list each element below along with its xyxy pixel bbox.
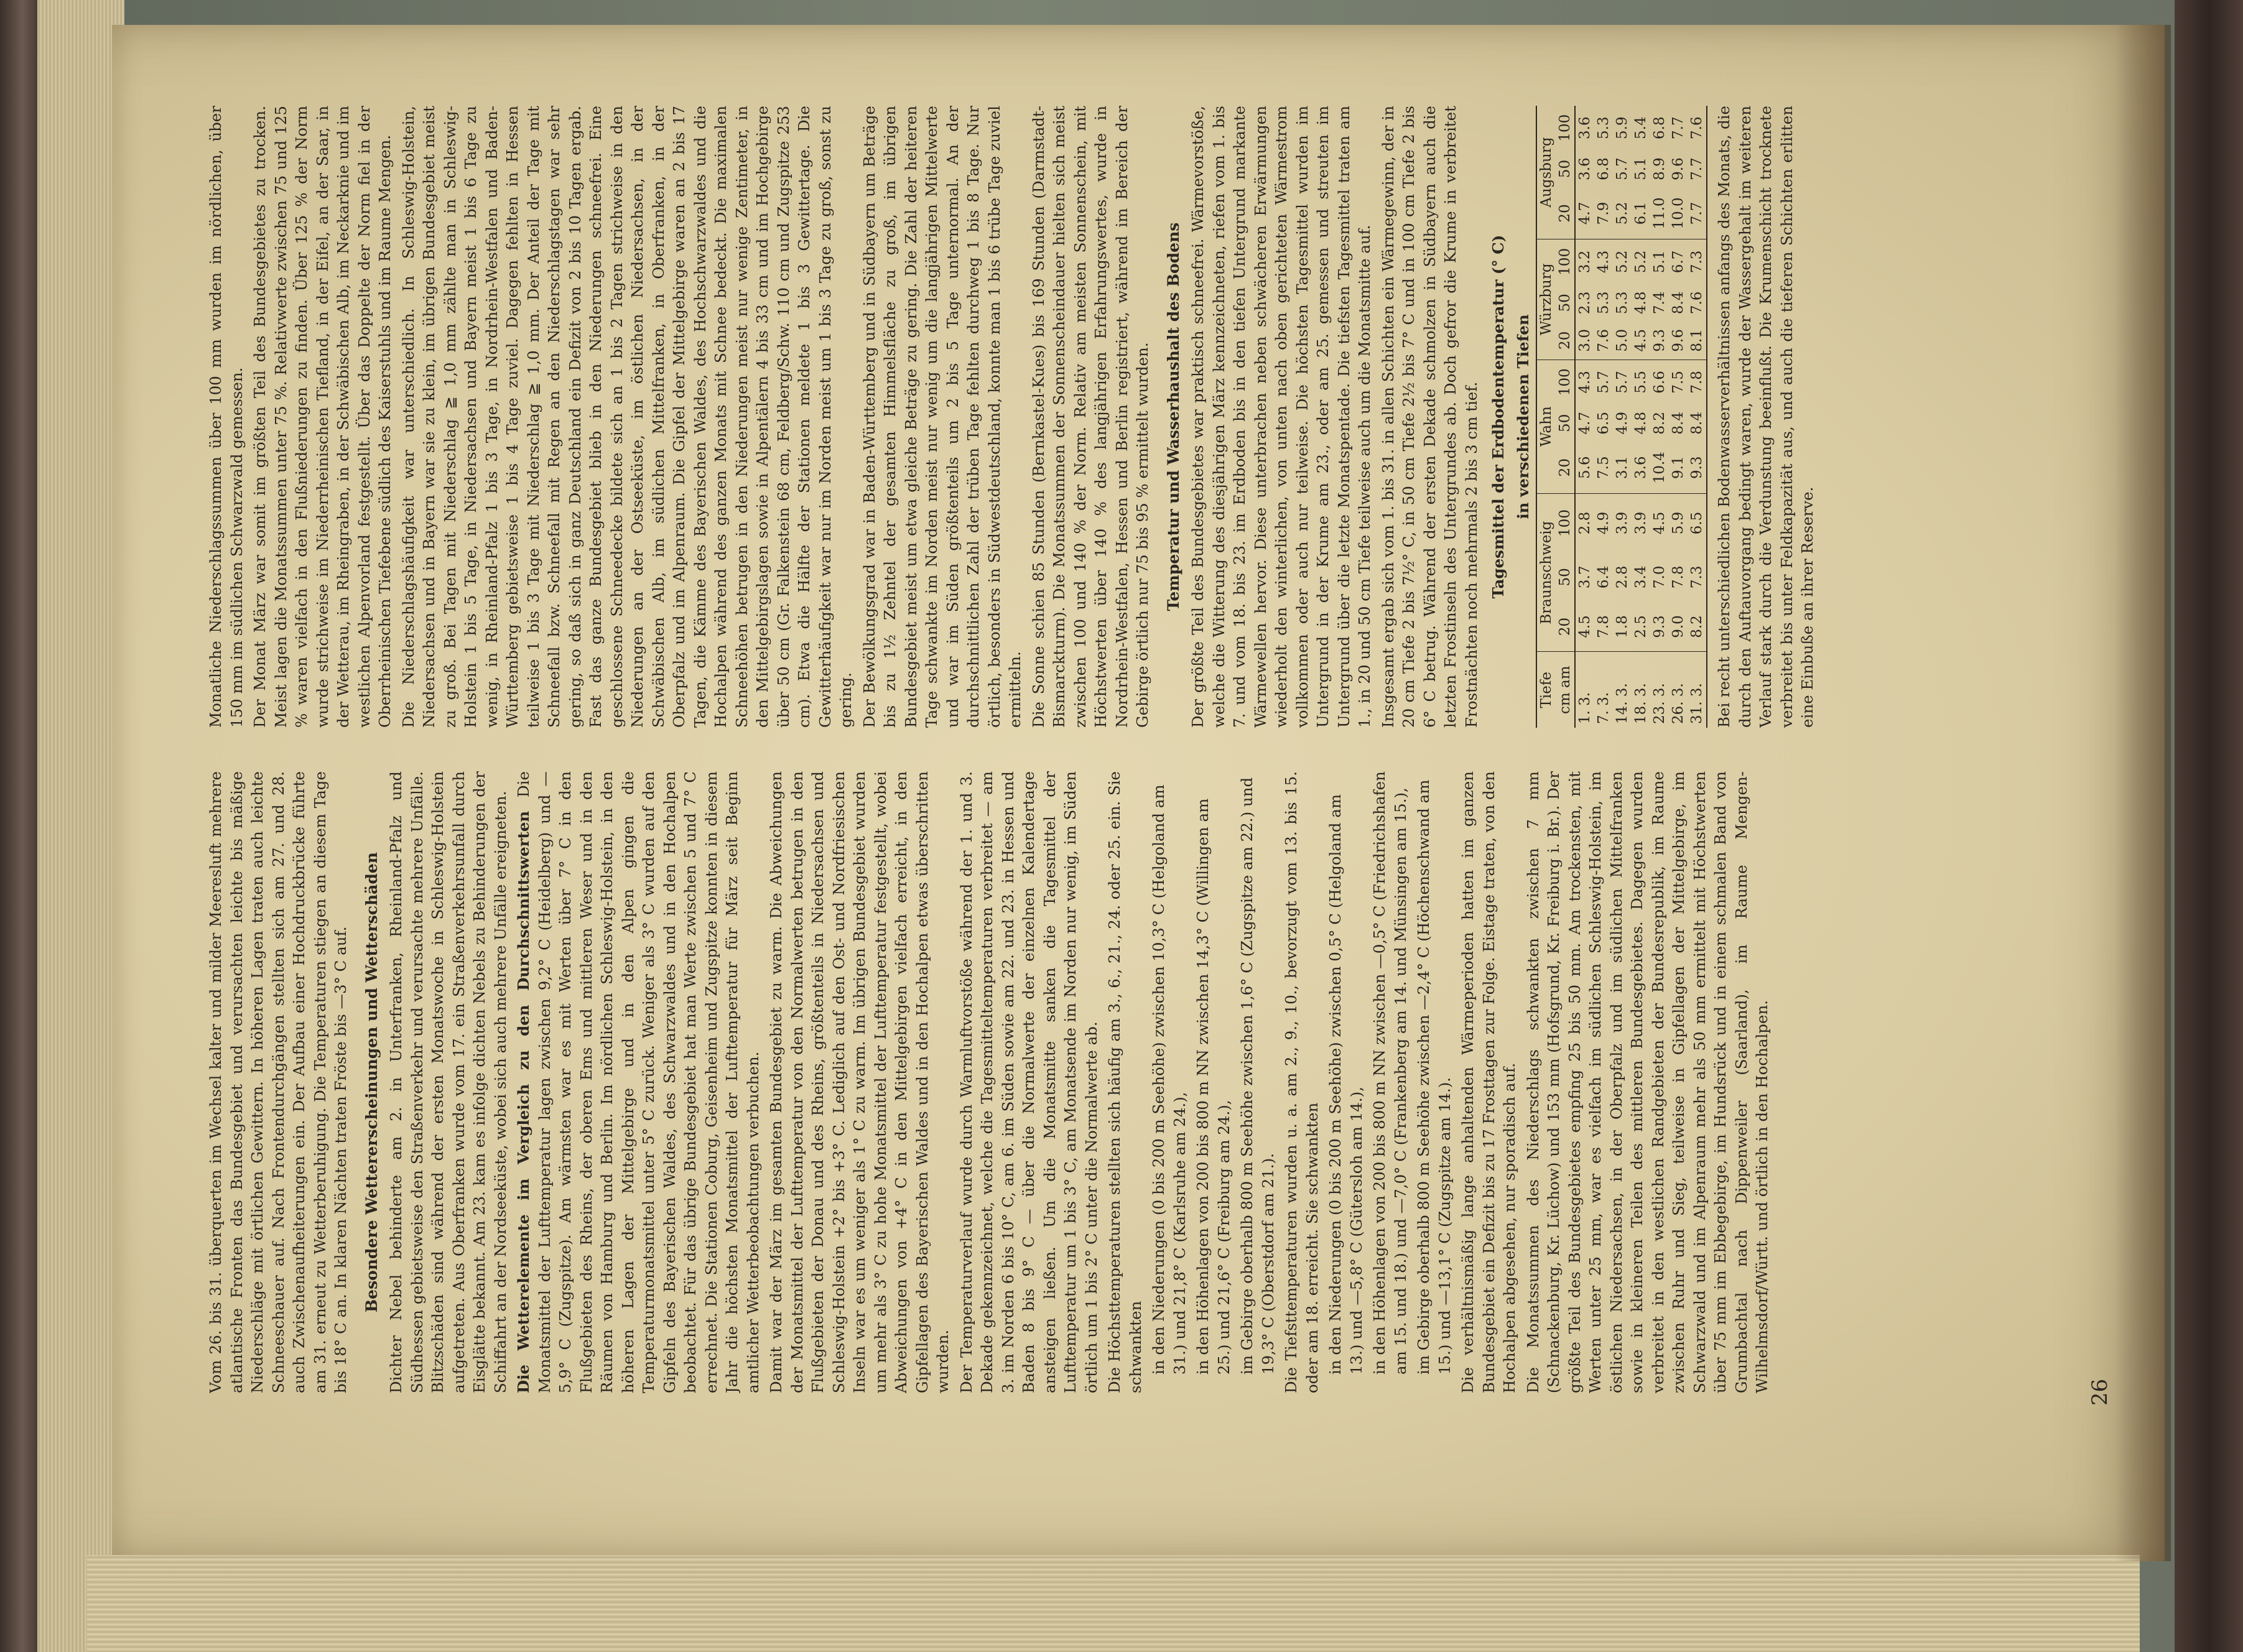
paragraph: Die Niederschlagshäufigkeit war unterschiedlich. In Schleswig-Holstein, Niedersachsen und in Bayern war sie zu klein, im übrigen Bundesgebiet meist zu groß. Bei Tagen mit Niederschlag ≧ 1,0 mm zählte man in Schleswig-Holstein 1 bis 5 Tage, in Niedersachsen und Bayern meist 1 bis 6 Tage zu wenig, in Rheinland-Pfalz 1 bis 3 Tage, in Nordrhein-Westfalen und Baden-Württemberg gebietsweise 1 bis 4 Tage zuviel. Dagegen fehlten in Hessen teilweise 1 bis 3 Tage mit Niederschlag ≧ 1,0 mm. Der Anteil der Tage mit Schneefall bzw. Schneefall mit Regen an den Niederschlagstagen war sehr gering, so daß sich in ganz Deutschland ein Defizit von 2 bis 10 Tagen ergab. Fast das ganze Bundesgebiet blieb in den Niederungen schneefrei. Eine geschlossene Schneedecke bildete sich an 1 bis 2 Tagen strichweise in den Niederungen an der Ostseeküste, im östlichen Niedersachsen, in der Schwäbischen Alb, im südlichen Mittelfranken, in Oberfranken, in der Oberpfalz und im Alpenraum. Die Gipfel der Mittelgebirge waren an 2 bis 17 Tagen, die Kämme des Bayerischen Waldes, des Hochschwarzwaldes und die Hochalpen während des ganzen Monats mit Schnee bedeckt. Die maximalen Schneehöhen betrugen in den Niederungen meist nur wenige Zentimeter, in den Mittelgebirgslagen sowie in Alpentälern 4 bis 33 cm und im Hochgebirge über 50 cm (Gr. Falkenstein 68 cm, Feldberg/Schw. 110 cm und Zugspitze 253 cm). Etwa die Hälfte der Stationen meldete 1 bis 3 Gewittertage. Die Gewitterhäufigkeit war nur im Norden meist um 1 bis 3 Tage zu groß, sonst zu gering.: [399, 106, 855, 728]
temperature-cell: 6.6: [1651, 371, 1668, 394]
paragraph: Die Höchsttemperaturen stellten sich häufig am 3., 6., 21., 24. oder 25. ein. Sie schwankten: [1105, 771, 1145, 1393]
temperature-cell: 4.7: [1577, 412, 1593, 435]
depth-header: 20: [1556, 188, 1575, 239]
temperature-cell: 7.6: [1594, 322, 1613, 360]
temperature-cell: 8.2: [1688, 602, 1707, 652]
depth-header: 50: [1556, 284, 1575, 322]
paragraph: Die Sonne schien 85 Stunden (Bernkastel-Kues) bis 169 Stunden (Darmstadt-Bismarckturm). Die Monatssummen der Sonnenscheindauer hielten sich meist zwischen 100 und 140 % der Norm. Relativ am meisten Sonnenschein, mit Höchstwerten über 140 % des langjährigen Erfahrungswertes, wurde in Nordrhein-Westfalen, Hessen und Berlin registriert, während im Bereich der Gebirge örtlich nur 75 bis 95 % ermittelt wurden.: [1029, 106, 1151, 728]
page-stack-bottom: [87, 1555, 2140, 1652]
temperature-cell: 7.4: [1651, 291, 1668, 315]
depth-header: 100: [1556, 239, 1575, 284]
table-corner-unit: cm: [1557, 692, 1573, 714]
temperature-cell: 9.1: [1669, 442, 1688, 493]
temperature-cell: 9.3: [1650, 322, 1669, 360]
paragraph: Monatliche Niederschlagssummen über 100 mm wurden im nördlichen, über 150 mm im südlichen Schwarzwald gemessen.: [207, 106, 246, 728]
temperature-cell: 5.7: [1614, 157, 1630, 180]
temperature-cell: 5.4: [1633, 116, 1649, 139]
temperature-cell: 4.3: [1577, 371, 1593, 394]
paragraph: Die verhältnismäßig lange anhaltenden Wärmeperioden hatten im ganzen Bundesgebiet ein Defizit bis zu 17 Frosttagen zur Folge. Eistage traten, von den Hochalpen abgesehen, nur sporadisch auf.: [1459, 771, 1518, 1393]
row-date: 14. 3.: [1614, 683, 1630, 724]
temperature-cell: 5.2: [1633, 250, 1649, 274]
temperature-cell: 5.2: [1614, 250, 1630, 274]
row-date: 31. 3.: [1688, 652, 1707, 728]
temperature-cell: 3.9: [1614, 511, 1630, 535]
temperature-cell: 2.8: [1577, 511, 1593, 535]
depth-header: 50: [1556, 552, 1575, 601]
row-date: 26. 3.: [1670, 683, 1686, 724]
temperature-cell: 7.3: [1688, 552, 1707, 601]
table-corner-depth: Tiefe: [1536, 652, 1556, 728]
soil-temperature-table: [1536, 106, 1707, 728]
temperature-cell: 4.8: [1633, 291, 1649, 315]
temperature-cell: 5.7: [1595, 371, 1612, 394]
paragraph-text: Die Monatsmittel der Lufttemperatur lagen zwischen 9,2° C (Heidelberg) und —5,9° C (Zugspitze). Am wärmsten war es mit Werten über 7° C in den Flußgebieten des Rheins, der oberen Ems und mittleren Weser und in den Räumen von Hamburg und Berlin. Im nördlichen Schleswig-Holstein, in den höheren Lagen der Mittelgebirge und in den Alpen gingen die Temperaturmonatsmittel unter 5° C zurück. Weniger als 3° C wurden auf den Gipfeln des Bayerischen Waldes, des Schwarzwaldes und in den Hochalpen beobachtet. Für das übrige Bundesgebiet hat man Werte zwischen 5 und 7° C errechnet. Die Stationen Coburg, Geisenheim und Zugspitze konnten in diesem Jahr die höchsten Monatsmittel der Lufttemperatur für März seit Beginn amtlicher Wetterbeobachtungen verbuchen.: [514, 771, 762, 1393]
temperature-cell: 9.0: [1669, 602, 1688, 652]
temperature-cell: 3.7: [1577, 565, 1593, 589]
temperature-cell: 8.4: [1688, 404, 1707, 442]
temperature-cell: 11.0: [1650, 188, 1669, 239]
temperature-cell: 3.9: [1633, 511, 1649, 535]
text-column-right: [205, 106, 2046, 728]
temperature-cell: 7.8: [1688, 360, 1707, 404]
temperature-cell: 2.5: [1632, 602, 1650, 652]
temperature-cell: 2.8: [1614, 565, 1630, 589]
temperature-cell: 3.6: [1577, 157, 1593, 180]
station-header: Braunschweig: [1536, 493, 1556, 652]
temperature-cell: 7.9: [1594, 188, 1613, 239]
section-heading: Temperatur und Wasserhaushalt des Bodens: [1164, 222, 1182, 611]
temperature-cell: 1.8: [1613, 602, 1632, 652]
temperature-cell: 4.5: [1575, 602, 1594, 652]
temperature-cell: 10.0: [1669, 188, 1688, 239]
temperature-cell: 3.0: [1575, 322, 1594, 360]
temperature-cell: 4.8: [1633, 412, 1649, 435]
temperature-cell: 8.4: [1670, 412, 1686, 435]
text-column-left: [205, 771, 2046, 1393]
paragraph-with-lead: [513, 771, 763, 1393]
temperature-cell: 8.9: [1651, 157, 1668, 180]
temperature-cell: 6.8: [1595, 157, 1612, 180]
page-number: 26: [2087, 1378, 2112, 1406]
temperature-cell: 7.0: [1651, 565, 1668, 589]
temperature-cell: 5.3: [1614, 291, 1630, 315]
indented-line: im Gebirge oberhalb 800 m Seehöhe zwischen 1,6° C (Zugspitze am 22.) und 19,3° C (Oberstdorf am 21.).: [1238, 777, 1277, 1375]
temperature-cell: 7.8: [1670, 565, 1686, 589]
table-row: [1613, 106, 1632, 728]
temperature-cell: 6.1: [1632, 188, 1650, 239]
temperature-cell: 4.3: [1595, 250, 1612, 274]
temperature-cell: 7.6: [1688, 106, 1707, 150]
temperature-cell: 7.8: [1594, 602, 1613, 652]
temperature-cell: 7.7: [1688, 150, 1707, 187]
paragraph: Der Bewölkungsgrad war in Baden-Württemberg und in Südbayern um Beträge bis zu 1½ Zehntel der gesamten Himmelsfläche zu groß, im übrigen Bundesgebiet meist um etwa gleiche Beträge zu gering. Die Zahl der heiteren Tage schwankte im Norden meist nur wenig um die langjährigen Mittelwerte und war im Süden größtenteils um 2 bis 5 Tage unternormal. An der durchschnittlichen Zahl der trüben Tage fehlten durchweg 1 bis 8 Tage. Nur örtlich, besonders in Südwestdeutschland, konnte man 1 bis 6 trübe Tage zuviel ermitteln.: [860, 106, 1024, 728]
table-row: [1594, 106, 1613, 728]
table-row: [1688, 106, 1707, 728]
row-date: 23. 3.: [1651, 683, 1668, 724]
temperature-cell: 6.7: [1670, 250, 1686, 274]
temperature-cell: 6.5: [1595, 412, 1612, 435]
rotated-page-content: [156, 50, 2115, 1418]
row-date: 18. 3.: [1633, 683, 1649, 724]
soil-temperature-table-block: [1488, 106, 1707, 728]
temperature-cell: 4.7: [1575, 188, 1594, 239]
depth-header: 20: [1556, 602, 1575, 652]
paragraph: Die Monatssummen des Niederschlags schwankten zwischen 7 mm (Schnackenburg, Kr. Lüchow) und 153 mm (Hofsgrund, Kr. Freiburg i. Br.). Der größte Teil des Bundesgebietes empfing 25 bis 50 mm. Am trockensten, mit Werten unter 25 mm, war es vielfach im südlichen Schleswig-Holstein, im östlichen Niedersachsen, in der Oberpfalz und im südlichen Mittelfranken sowie in kleineren Teilen des mittleren Bundesgebietes. Dagegen wurden verbreitet in den westlichen Randgebieten der Bundesrepublik, im Raume zwischen Ruhr und Sieg, teilweise in Gipfellagen der Mittelgebirge, im Schwarzwald und im Alpenraum mehr als 50 mm ermittelt mit Höchstwerten über 75 mm im Ebbegebirge, im Hundsrück und in einem schmalen Band von Grumbachtal nach Dippenweiler (Saarland), im Raume Mengen-Wilhelmsdorf/Württ. und örtlich in den Hochalpen.: [1523, 771, 1771, 1393]
temperature-cell: 5.5: [1633, 371, 1649, 394]
paragraph-lead-heading: Die Wetterelemente im Vergleich zu den Durchschnittswerten: [514, 810, 532, 1393]
paragraph: Der Monat März war somit im größten Teil des Bundesgebietes zu trocken. Meist lagen die Monatssummen unter 75 %. Relativwerte zwischen 75 und 125 % waren vielfach in den Flußniederungen zu finden. Über 125 % der Norm wurde strichweise im Niederrheinischen Tiefland, in der Eifel, an der Saar, in der Wetterau, im Rheingraben, in der Schwäbischen Alb, im Neckarknie und im westlichen Alpenvorland festgestellt. Über das Doppelte der Norm fiel in der Oberrheinischen Tiefebene südlich des Kaiserstuhls und im Raume Mengen.: [251, 106, 394, 728]
temperature-cell: 5.9: [1670, 511, 1686, 535]
page-text-area: [156, 50, 2115, 1418]
temperature-cell: 3.6: [1632, 442, 1650, 493]
depth-header: 100: [1556, 106, 1575, 150]
temperature-cell: 3.4: [1633, 565, 1649, 589]
indented-line: im Gebirge oberhalb 800 m Seehöhe zwischen —2,4° C (Höchenschwand am 15.) und —13,1° C (Zugspitze am 14.).: [1414, 779, 1454, 1375]
temperature-cell: 8.2: [1651, 412, 1668, 435]
book-cover-left-edge: [0, 0, 37, 1652]
temperature-cell: 7.6: [1688, 284, 1707, 322]
temperature-cell: 4.9: [1595, 511, 1612, 535]
book-cover-right-edge: [2175, 0, 2243, 1652]
indented-line: in den Niederungen (0 bis 200 m Seehöhe) zwischen 10,3° C (Helgoland am 31.) und 21,8° C (Karlsruhe am 24.),: [1149, 784, 1189, 1375]
temperature-cell: 3.6: [1577, 116, 1593, 139]
station-header: Würzburg: [1536, 239, 1556, 360]
paragraph: Der größte Teil des Bundesgebietes war praktisch schneefrei. Wärmevorstöße, welche die Witterung des diesjährigen März kennzeichneten, riefen vom 1. bis 7. und vom 18. bis 23. im Erdboden bis in den tiefen Untergrund markante Wärmewellen hervor. Diese unterbrachen neben schwächeren Erwärmungen wiederholt den winterlichen, von unten nach oben gerichteten Wärmestrom vollkommen oder auch nur teilweise. Die höchsten Tagesmittel wurden im Untergrund in der Krume am 23., oder am 25. gemessen und streuten im Untergrund über die letzte Monatspentade. Die tiefsten Tagesmittel traten am 1., in 20 und 50 cm Tiefe teilweise auch um die Monatsmitte auf.: [1189, 106, 1373, 728]
temperature-cell: 6.5: [1688, 493, 1707, 552]
depth-header: 20: [1556, 322, 1575, 360]
temperature-cell: 8.4: [1670, 291, 1686, 315]
station-header: Augsburg: [1536, 106, 1556, 239]
temperature-cell: 7.5: [1670, 371, 1686, 394]
temperature-cell: 2.3: [1577, 291, 1593, 315]
temperature-cell: 9.3: [1650, 602, 1669, 652]
indented-line: in den Höhenlagen von 200 bis 800 m NN zwischen —0,5° C (Friedrichshafen am 15. und 18.) und —7,0° C (Frankenberg am 14. und Münsingen am 15.),: [1370, 771, 1409, 1375]
depth-header: 100: [1556, 493, 1575, 552]
depth-header: 50: [1556, 150, 1575, 187]
paragraph: Der Temperaturverlauf wurde durch Warmluftvorstöße während der 1. und 3. Dekade gekennzeichnet, welche die Tagesmitteltemperaturen verbreitet — am 3. im Norden 6 bis 10° C, am 6. im Süden sowie am 22. und 23. in Hessen und Baden 8 bis 9° C — über die Normalwerte der einzelnen Kalendertage ansteigen ließen. Um die Monatsmitte sanken die Tagesmittel der Lufttemperatur um 1 bis 3° C, am Monatsende im Norden nur wenig, im Süden örtlich um 1 bis 2° C unter die Normalwerte ab.: [957, 771, 1100, 1393]
temperature-cell: 5.2: [1613, 188, 1632, 239]
temperature-cell: 4.5: [1632, 322, 1650, 360]
temperature-cell: 5.7: [1614, 371, 1630, 394]
temperature-cell: 5.3: [1595, 116, 1612, 139]
temperature-cell: 4.5: [1651, 511, 1668, 535]
depth-header: 20: [1556, 442, 1575, 493]
table-row: [1632, 106, 1650, 728]
temperature-cell: 5.3: [1595, 291, 1612, 315]
row-date: 1. 3.: [1577, 692, 1593, 724]
table-row: [1575, 106, 1594, 728]
temperature-cell: 4.9: [1614, 412, 1630, 435]
temperature-cell: 7.7: [1670, 116, 1686, 139]
table-title: Tagesmittel der Erdbodentemperatur (° C): [1489, 234, 1507, 599]
temperature-cell: 9.3: [1688, 442, 1707, 493]
temperature-cell: 6.8: [1651, 116, 1668, 139]
temperature-cell: 6.4: [1595, 565, 1612, 589]
temperature-cell: 8.1: [1688, 322, 1707, 360]
paragraph: Vom 26. bis 31. überquerten im Wechsel kalter und milder Meeresluft mehrere atlantische Fronten das Bundesgebiet und verursachten leichte bis mäßige Niederschläge mit örtlichen Gewittern. In höheren Lagen traten auch leichte Schneeschauer auf. Nach Frontendurchgängen stellten sich am 27. und 28. auch Zwischenaufheiterungen ein. Der Aufbau einer Hochdruckbrücke führte am 31. erneut zu Wetterberuhigung. Die Temperaturen stiegen an diesem Tage bis 18° C an. In klaren Nächten traten Fröste bis —3° C auf.: [207, 771, 350, 1393]
temperature-cell: 5.1: [1633, 157, 1649, 180]
indented-line: in den Niederungen (0 bis 200 m Seehöhe) zwischen 0,5° C (Helgoland am 13.) und —5,8° C (Gütersloh am 14.),: [1326, 794, 1365, 1375]
paragraph: Insgesamt ergab sich vom 1. bis 31. in allen Schichten ein Wärmegewinn, der in 20 cm Tiefe 2 bis 7½° C, in 50 cm Tiefe 2½ bis 7° C und in 100 cm Tiefe 2 bis 6° C betrug. Während der ersten Dekade schmolzen in Südbayern auch die letzten Frostinseln des Untergrundes ab. Doch gefror die Krume in verbreitet Frostnächten noch mehrmals 2 bis 3 cm tief.: [1378, 106, 1480, 728]
temperature-cell: 3.1: [1613, 442, 1632, 493]
depth-header: 50: [1556, 404, 1575, 442]
temperature-cell: 9.6: [1670, 157, 1686, 180]
temperature-cell: 7.7: [1688, 188, 1707, 239]
temperature-cell: 3.2: [1577, 250, 1593, 274]
table-subtitle: in verschiedenen Tiefen: [1513, 314, 1532, 519]
section-heading: Besondere Wettererscheinungen und Wetterschäden: [362, 852, 381, 1312]
temperature-cell: 5.1: [1651, 250, 1668, 274]
temperature-cell: 9.6: [1669, 322, 1688, 360]
table-row: [1669, 106, 1688, 728]
temperature-cell: 7.5: [1594, 442, 1613, 493]
indented-line: in den Höhenlagen von 200 bis 800 m NN zwischen 14,3° C (Willingen am 25.) und 21,6° C (Freiburg am 24.),: [1194, 798, 1233, 1375]
station-header: Wahn: [1536, 360, 1556, 493]
paragraph: Dichter Nebel behinderte am 2. in Unterfranken, Rheinland-Pfalz und Südhessen gebietsweise den Straßenverkehr und verursachte mehrere Unfälle. Blitzschäden sind während der ersten Monatswoche in Schleswig-Holstein aufgetreten. Aus Oberfranken wurde vom 17. ein Straßenverkehrsunfall durch Eisglätte bekannt. Am 23. kam es infolge dichten Nebels zu Behinderungen der Schiffahrt an der Nordseeküste, wobei sich auch mehrere Unfälle ereigneten.: [387, 771, 509, 1393]
table-corner-unit-date: [1556, 652, 1575, 728]
spine-gutter-shadow: [2115, 25, 2171, 1561]
row-date: 7. 3.: [1595, 692, 1612, 724]
paragraph: Damit war der März im gesamten Bundesgebiet zu warm. Die Abweichungen der Monatsmittel der Lufttemperatur von den Normalwerten betrugen in den Flußgebieten der Donau und des Rheins, größtenteils in Niedersachsen und Schleswig-Holstein +2° bis +3° C. Lediglich auf den Ost- und Nordfriesischen Inseln war es um weniger als 1° C zu warm. Im übrigen Bundesgebiet wurden um mehr als 3° C zu hohe Monatsmittel der Lufttemperatur festgestellt, wobei Abweichungen von +4° C in den Mittelgebirgen vielfach erreicht, in den Gipfellagen des Bayerischen Waldes und in den Hochalpen etwas überschritten wurden.: [767, 771, 952, 1393]
temperature-cell: 5.0: [1613, 322, 1632, 360]
temperature-cell: 5.6: [1575, 442, 1594, 493]
table-corner-date: am: [1557, 666, 1573, 693]
paragraph: Bei recht unterschiedlichen Bodenwasserverhältnissen anfangs des Monats, die durch den Auftauvorgang bedingt waren, wurde der Wassergehalt im weiteren Verlauf stark durch die Verdunstung beeinflußt. Die Krumenschicht trocknete verbreitet bis unter Feldkapazität aus, und auch die tieferen Schichten erlitten eine Einbuße an ihrer Reserve.: [1715, 106, 1816, 728]
table-row: [1650, 106, 1669, 728]
page-stack-edge: [37, 0, 124, 1652]
temperature-cell: 7.3: [1688, 239, 1707, 284]
temperature-cell: 5.9: [1614, 116, 1630, 139]
temperature-cell: 10.4: [1650, 442, 1669, 493]
paragraph: Die Tiefsttemperaturen wurden u. a. am 2., 9., 10., bevorzugt vom 13. bis 15. oder am 18. erreicht. Sie schwankten: [1282, 771, 1321, 1393]
depth-header: 100: [1556, 360, 1575, 404]
